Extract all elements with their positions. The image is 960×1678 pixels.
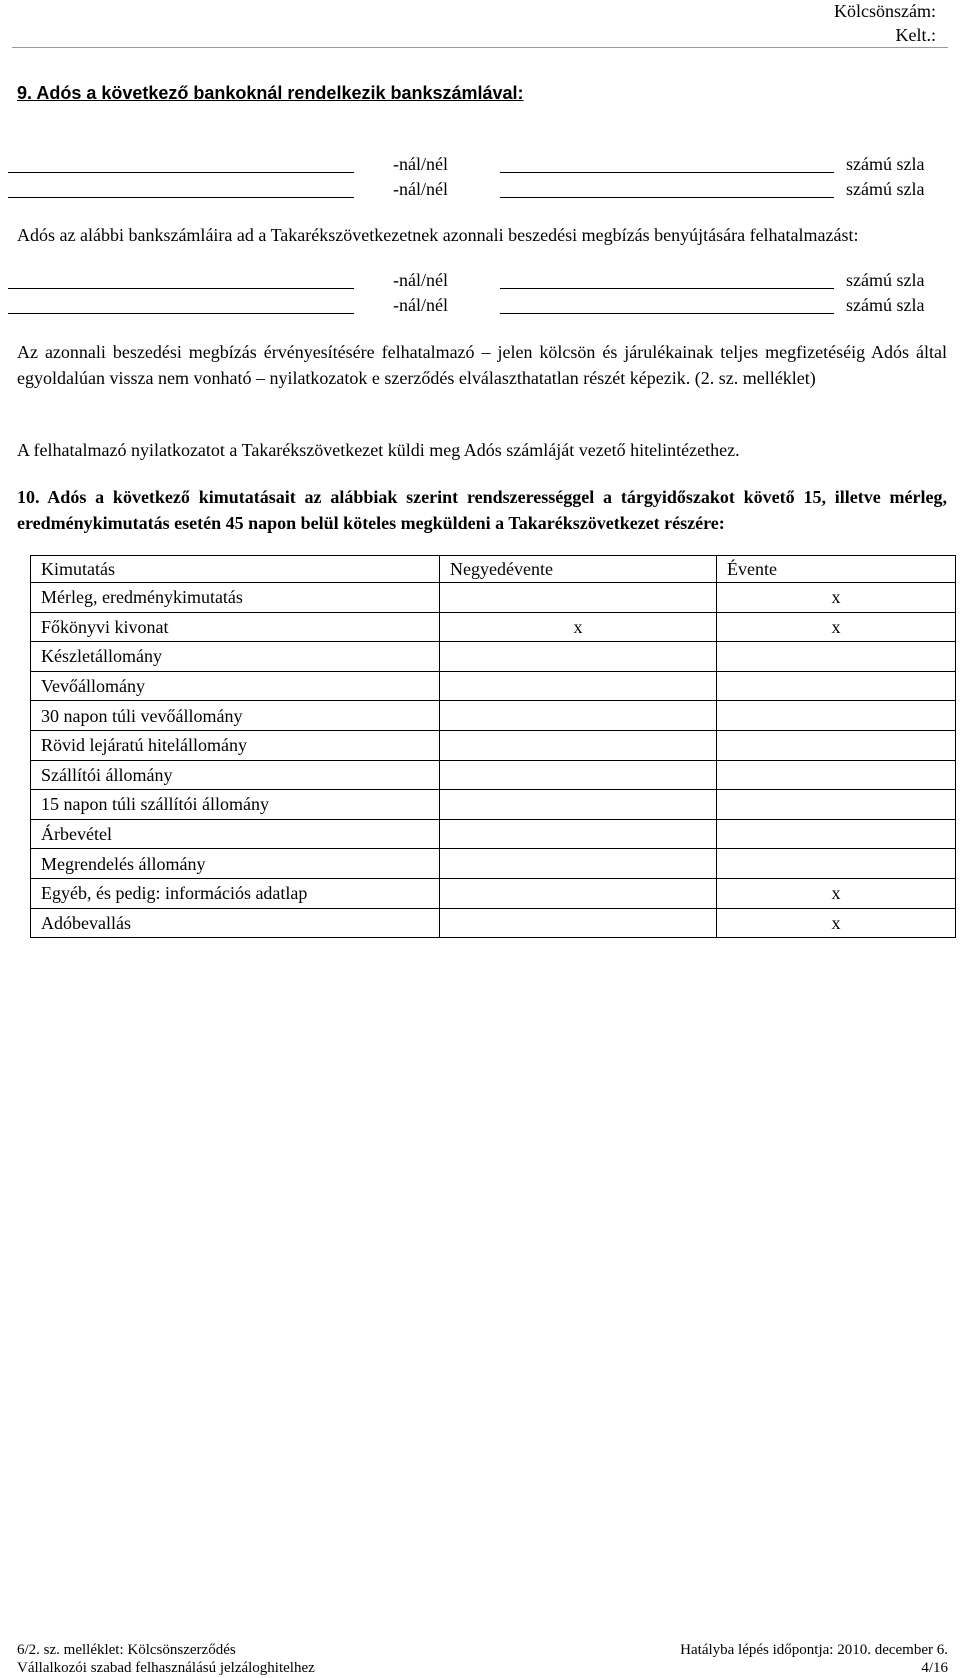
table-row (31, 908, 956, 938)
report-name-cell: Készletállomány (31, 642, 440, 672)
footer-appendix: 6/2. sz. melléklet: Kölcsönszerződés (17, 1642, 236, 1658)
quarterly-cell (440, 701, 717, 731)
account-number-line-2[interactable] (500, 197, 834, 198)
quarterly-cell (440, 671, 717, 701)
quarterly-cell (440, 642, 717, 672)
footer-loan-type: Vállalkozói szabad felhasználású jelzáloghitelhez (17, 1660, 315, 1676)
account-suffix-2: számú szla (846, 179, 925, 199)
bank-suffix-4: -nál/nél (393, 295, 448, 315)
footer-effective-date: Hatályba lépés időpontja: 2010. december 6. (680, 1642, 948, 1658)
header-evente: Évente (717, 556, 956, 583)
bank-name-line-3[interactable] (8, 288, 354, 289)
bank-suffix-1: -nál/nél (393, 154, 448, 174)
account-number-line-4[interactable] (500, 313, 834, 314)
validity-text: Az azonnali beszedési megbízás érvényesítésére felhatalmazó – jelen kölcsön és járulékainak teljes megfizetéséig Adós által egyoldalúan vissza nem vonható – nyilatkozatok e szerződés elválaszthatatlan részét képezik. (2. sz. melléklet) (17, 342, 947, 388)
reports-table (30, 555, 956, 938)
yearly-cell (717, 730, 956, 760)
yearly-cell: x (717, 583, 956, 613)
table-row (31, 760, 956, 790)
section9-title: 9. Adós a következő bankoknál rendelkezik bankszámlával: (17, 83, 524, 103)
yearly-cell (717, 701, 956, 731)
quarterly-cell (440, 908, 717, 938)
account-number-line-1[interactable] (500, 172, 834, 173)
table-row (31, 849, 956, 879)
quarterly-cell (440, 819, 717, 849)
table-row (31, 583, 956, 613)
quarterly-cell (440, 730, 717, 760)
table-row (31, 701, 956, 731)
yearly-cell: x (717, 612, 956, 642)
section10-title: 10. Adós a következő kimutatásait az alábbiak szerint rendszerességgel a tárgyidőszakot követő 15, illetve mérleg, eredménykimutatás esetén 45 napon belül köteles megküldeni a Takarékszövetkezet részére: (17, 487, 947, 533)
yearly-cell (717, 849, 956, 879)
quarterly-cell (440, 760, 717, 790)
table-row (31, 612, 956, 642)
header-negyedevente: Negyedévente (440, 556, 717, 583)
quarterly-cell (440, 790, 717, 820)
bank-name-line-1[interactable] (8, 172, 354, 173)
table-row (31, 819, 956, 849)
header-kimutatas: Kimutatás (31, 556, 440, 583)
footer-page-number: 4/16 (921, 1660, 948, 1676)
account-suffix-1: számú szla (846, 154, 925, 174)
quarterly-cell (440, 849, 717, 879)
table-row (31, 642, 956, 672)
report-name-cell: Egyéb, és pedig: információs adatlap (31, 878, 440, 908)
loan-number-label: Kölcsönszám: (834, 1, 936, 21)
bank-name-line-2[interactable] (8, 197, 354, 198)
table-row (31, 790, 956, 820)
quarterly-cell (440, 583, 717, 613)
account-suffix-3: számú szla (846, 270, 925, 290)
report-name-cell: Árbevétel (31, 819, 440, 849)
yearly-cell: x (717, 878, 956, 908)
send-text: A felhatalmazó nyilatkozatot a Takarékszövetkezet küldi meg Adós számláját vezető hitelintézethez. (17, 440, 740, 460)
table-row (31, 730, 956, 760)
report-name-cell: Adóbevallás (31, 908, 440, 938)
bank-suffix-3: -nál/nél (393, 270, 448, 290)
report-name-cell: Főkönyvi kivonat (31, 612, 440, 642)
bank-suffix-2: -nál/nél (393, 179, 448, 199)
report-name-cell: 30 napon túli vevőállomány (31, 701, 440, 731)
quarterly-cell: x (440, 612, 717, 642)
report-name-cell: 15 napon túli szállítói állomány (31, 790, 440, 820)
table-row (31, 878, 956, 908)
yearly-cell (717, 642, 956, 672)
account-number-line-3[interactable] (500, 288, 834, 289)
report-name-cell: Mérleg, eredménykimutatás (31, 583, 440, 613)
bank-name-line-4[interactable] (8, 313, 354, 314)
yearly-cell (717, 790, 956, 820)
account-suffix-4: számú szla (846, 295, 925, 315)
yearly-cell (717, 760, 956, 790)
authorization-text: Adós az alábbi bankszámláira ad a Takarékszövetkezetnek azonnali beszedési megbízás benyújtására felhatalmazást: (17, 225, 859, 245)
header-divider (12, 47, 948, 48)
yearly-cell: x (717, 908, 956, 938)
report-name-cell: Rövid lejáratú hitelállomány (31, 730, 440, 760)
report-name-cell: Szállítói állomány (31, 760, 440, 790)
date-label: Kelt.: (895, 25, 936, 45)
report-name-cell: Vevőállomány (31, 671, 440, 701)
yearly-cell (717, 671, 956, 701)
quarterly-cell (440, 878, 717, 908)
yearly-cell (717, 819, 956, 849)
table-row (31, 671, 956, 701)
report-name-cell: Megrendelés állomány (31, 849, 440, 879)
table-header-row (31, 556, 956, 583)
